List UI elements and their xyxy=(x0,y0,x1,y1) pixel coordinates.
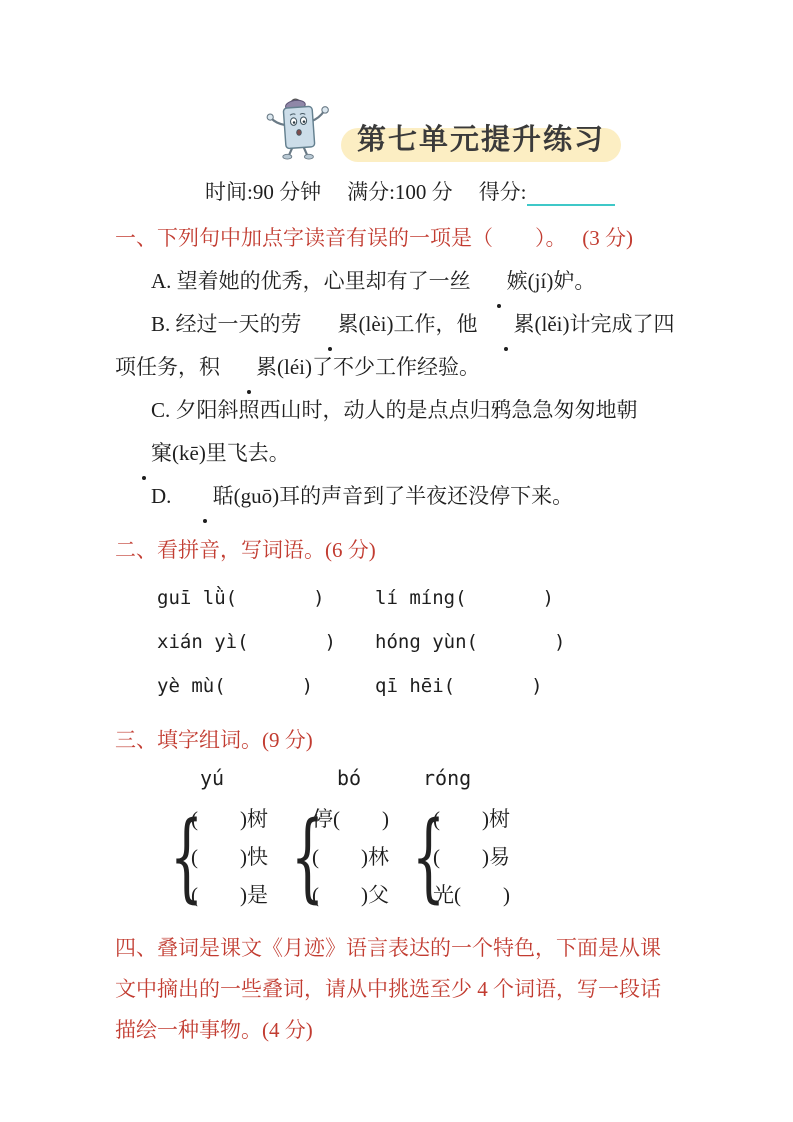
pinyin-item: yè mù xyxy=(157,675,215,697)
q2-grid xyxy=(157,576,680,708)
q4-instruction: 四、叠词是课文《月迹》语言表达的一个特色，下面是从课文中摘出的一些叠词，请从中挑选至少 4 个词语，写一段话描绘一种事物。(4 分) xyxy=(115,936,661,1042)
q3-item: ( )是 xyxy=(191,883,268,907)
q3-item: ( )树 xyxy=(191,807,268,831)
q3-groups xyxy=(115,800,680,914)
brace-glyph: { xyxy=(290,801,325,913)
answer-blank: ( ) xyxy=(466,631,566,653)
pinyin-item: guī lǜ xyxy=(157,587,226,609)
q3-item: ( )父 xyxy=(312,883,389,907)
q3-pinyin-labels xyxy=(115,764,680,796)
q3-group-bo xyxy=(284,800,389,914)
q1-option-d: D. 聒(guō)耳的声音到了半夜还没停下来。 xyxy=(115,475,680,518)
q3-item: 停( ) xyxy=(312,807,389,831)
q3-item: ( )易 xyxy=(433,845,510,869)
q3-title: 三、填字组词。(9 分) xyxy=(115,728,313,752)
q1-option-c: C. 夕阳斜照西山时，动人的是点点归鸦急急匆匆地朝窠(kē)里飞去。 xyxy=(115,389,680,475)
q3-item: ( )快 xyxy=(191,845,268,869)
q1-option-a: A. 望着她的优秀，心里却有了一丝 嫉(jí)妒。 xyxy=(115,260,680,303)
pinyin-label: bó xyxy=(337,766,362,790)
q1-title: 一、下列句中加点字读音有误的一项是（ ）。 (3 分) xyxy=(115,226,633,250)
q1-options xyxy=(115,260,680,518)
q3-group-yu xyxy=(163,800,268,914)
q2-row xyxy=(157,620,680,664)
answer-blank: ( ) xyxy=(237,631,336,653)
q2-row xyxy=(157,664,680,708)
q3-group-rong xyxy=(405,800,510,914)
answer-blank: ( ) xyxy=(443,675,543,697)
q2-row xyxy=(157,576,680,620)
brace-glyph: { xyxy=(169,801,204,913)
answer-blank: ( ) xyxy=(214,675,314,697)
meta-line xyxy=(205,176,680,206)
page-title: 第七单元提升练习 xyxy=(357,124,606,156)
pinyin-item: xián yì xyxy=(157,631,238,653)
answer-blank: ( ) xyxy=(455,587,554,609)
q1-option-b: B. 经过一天的劳 累(lèi)工作，他 累(lěi)计完成了四项任务，积 累(léi)了不少工作经验。 xyxy=(115,303,680,389)
title-block xyxy=(263,92,680,162)
pinyin-label: róng xyxy=(423,766,472,790)
full-score-label: 满分:100 分 xyxy=(347,180,453,204)
pinyin-item: lí míng xyxy=(375,587,456,609)
q3-item: ( )林 xyxy=(312,845,389,869)
pinyin-item: qī hēi xyxy=(375,675,444,697)
brace-glyph: { xyxy=(411,801,446,913)
mascot-icon xyxy=(263,92,335,162)
score-blank-underline xyxy=(527,186,615,206)
q2-title: 二、看拼音，写词语。(6 分) xyxy=(115,538,376,562)
pinyin-label: yú xyxy=(200,766,225,790)
pinyin-item: hóng yùn xyxy=(375,631,467,653)
q3-item: 光( ) xyxy=(433,883,510,907)
q3-item: ( )树 xyxy=(433,807,510,831)
score-label: 得分: xyxy=(478,180,527,204)
answer-blank: ( ) xyxy=(225,587,325,609)
time-label: 时间:90 分钟 xyxy=(205,180,322,204)
title-banner xyxy=(341,117,621,162)
